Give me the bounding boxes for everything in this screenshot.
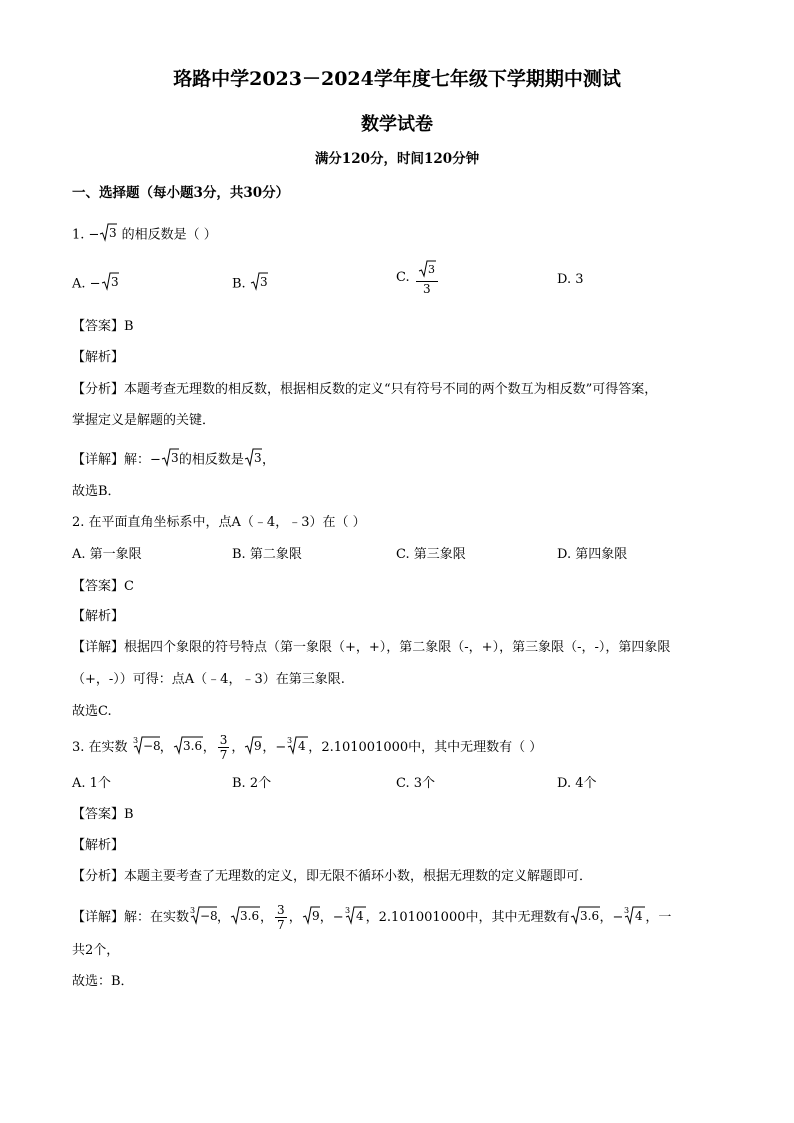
q1-option-c [396, 260, 440, 296]
separator: ， [288, 910, 302, 925]
svg-text:4: 4 [635, 908, 644, 923]
q2-option-d: D. 第四象限 [557, 547, 628, 562]
radicand: 3 [109, 226, 118, 240]
fraction: $\frac{3}{7}$ [277, 903, 285, 932]
q3-option-a: A. 1个 [72, 776, 111, 791]
q3-option-d: D. 4个 [557, 776, 597, 791]
detail-mid: 的相反数是 [178, 452, 244, 468]
svg-text:−8: −8 [142, 738, 160, 753]
stem-tail: 中，其中无理数有（ ） [408, 740, 543, 755]
svg-text:3: 3 [427, 263, 435, 276]
svg-text:3: 3 [259, 275, 268, 289]
q1-option-a [72, 271, 119, 297]
svg-text:3.6: 3.6 [182, 738, 202, 753]
minus-sign: − [332, 910, 344, 925]
separator: ， [231, 740, 245, 755]
svg-text:3: 3 [287, 735, 293, 745]
separator: ， [262, 740, 276, 755]
q1-analysis-label: 【解析】 [72, 350, 125, 365]
page-title: 珞路中学2023－2024学年度七年级下学期期中测试 [173, 68, 621, 90]
q3-analysis-label: 【解析】 [72, 838, 125, 853]
detail-tail: ，一 [645, 910, 672, 925]
option-label: B. [232, 276, 246, 292]
svg-text:3.6: 3.6 [579, 908, 599, 923]
sqrt-symbol [173, 735, 203, 761]
stem-text: 的相反数是（ ） [121, 227, 217, 243]
sqrt-symbol [230, 905, 260, 931]
q3-option-c: C. 3个 [396, 776, 436, 791]
cube-root-symbol [286, 735, 308, 761]
detail-prefix: 【详解】解： [72, 452, 151, 468]
svg-text:3: 3 [170, 451, 179, 465]
q1-option-b [232, 271, 268, 297]
decimal-number: 2.101001000 [321, 740, 409, 755]
fraction [416, 260, 438, 296]
question-1-stem [72, 222, 217, 248]
q1-fenxi-line2: 掌握定义是解题的关键． [72, 413, 216, 428]
q3-fenxi: 【分析】本题主要考查了无理数的定义，即无限不循环小数，根据无理数的定义解题即可． [72, 869, 593, 884]
q2-option-a: A. 第一象限 [72, 547, 142, 562]
separator: ， [599, 910, 613, 925]
svg-text:3: 3 [190, 905, 196, 915]
q3-detail-line1 [72, 903, 671, 932]
q2-conclusion: 故选C. [72, 704, 112, 719]
detail-end: ， [261, 452, 275, 468]
sqrt-symbol [161, 447, 179, 473]
minus-sign: − [150, 452, 161, 468]
q1-option-d: D. 3 [557, 272, 584, 287]
svg-text:9: 9 [311, 908, 320, 923]
option-label: C. [396, 270, 410, 285]
q1-answer: 【答案】B [72, 319, 134, 334]
q2-detail-line1: 【详解】根据四个象限的符号特点（第一象限（+，+），第二象限（-，+），第三象限（-，-），第四象限 [72, 640, 671, 655]
svg-text:4: 4 [355, 908, 364, 923]
svg-text:3: 3 [624, 905, 630, 915]
q1-conclusion: 故选B． [72, 484, 121, 499]
cube-root-symbol [132, 735, 160, 761]
svg-text:3: 3 [110, 275, 119, 289]
sqrt-symbol [418, 260, 436, 281]
separator: ， [159, 740, 173, 755]
q3-answer: 【答案】B [72, 807, 134, 822]
q2-analysis-label: 【解析】 [72, 609, 125, 624]
cube-root-symbol [189, 905, 217, 931]
svg-text:4: 4 [298, 738, 306, 753]
sqrt-symbol [99, 222, 117, 248]
q3-option-b: B. 2个 [232, 776, 272, 791]
q1-detail [72, 447, 275, 473]
q1-fenxi-line1: 【分析】本题考查无理数的相反数，根据相反数的定义“只有符号不同的两个数互为相反数”可得答案， [72, 382, 658, 397]
svg-text:3: 3 [344, 905, 350, 915]
q2-option-c: C. 第三象限 [396, 547, 466, 562]
separator: ， [365, 910, 379, 925]
minus-sign: − [89, 276, 101, 292]
q2-answer: 【答案】C [72, 579, 134, 594]
sqrt-symbol [244, 447, 262, 473]
decimal-number: 2.101001000 [378, 910, 466, 925]
question-3-stem [72, 733, 542, 762]
sqrt-symbol [570, 905, 600, 931]
svg-text:9: 9 [254, 738, 263, 753]
denominator: 3 [422, 282, 431, 296]
question-number: 1. [72, 227, 85, 243]
svg-text:3: 3 [253, 451, 262, 465]
minus-sign: − [88, 227, 100, 243]
separator: ， [202, 740, 216, 755]
minus-sign: − [612, 910, 624, 925]
svg-text:3.6: 3.6 [240, 908, 260, 923]
page-subtitle: 数学试卷 [361, 114, 433, 135]
q3-detail-line2: 共2个， [72, 943, 120, 958]
q2-detail-line2: （+，-））可得：点A（﹣4，﹣3）在第三象限. [72, 672, 345, 687]
option-label: A. [72, 276, 86, 292]
fraction: $\frac{3}{7}$ [219, 733, 228, 762]
detail-prefix: 【详解】解：在实数 [72, 910, 190, 925]
cube-root-symbol [344, 905, 366, 931]
detail-mid: 中，其中无理数有 [465, 910, 570, 925]
minus-sign: − [275, 740, 287, 755]
q3-conclusion: 故选：B． [72, 974, 134, 989]
separator: ， [260, 910, 274, 925]
separator: ， [217, 910, 231, 925]
q2-option-b: B. 第二象限 [232, 547, 302, 562]
sqrt-symbol [101, 271, 119, 297]
svg-text:3: 3 [132, 735, 138, 745]
svg-text:−8: −8 [200, 908, 218, 923]
question-2-stem: 2. 在平面直角坐标系中，点A（﹣4，﹣3）在（ ） [72, 515, 366, 530]
exam-info: 满分120分，时间120分钟 [314, 151, 480, 167]
cube-root-symbol [623, 905, 645, 931]
separator: ， [319, 910, 333, 925]
sqrt-symbol [244, 735, 262, 761]
separator: ， [308, 740, 322, 755]
stem-prefix: 3. 在实数 [72, 740, 128, 755]
sqrt-symbol [302, 905, 320, 931]
sqrt-symbol [250, 271, 268, 297]
section-heading: 一、选择题（每小题3分，共30分） [72, 185, 290, 201]
